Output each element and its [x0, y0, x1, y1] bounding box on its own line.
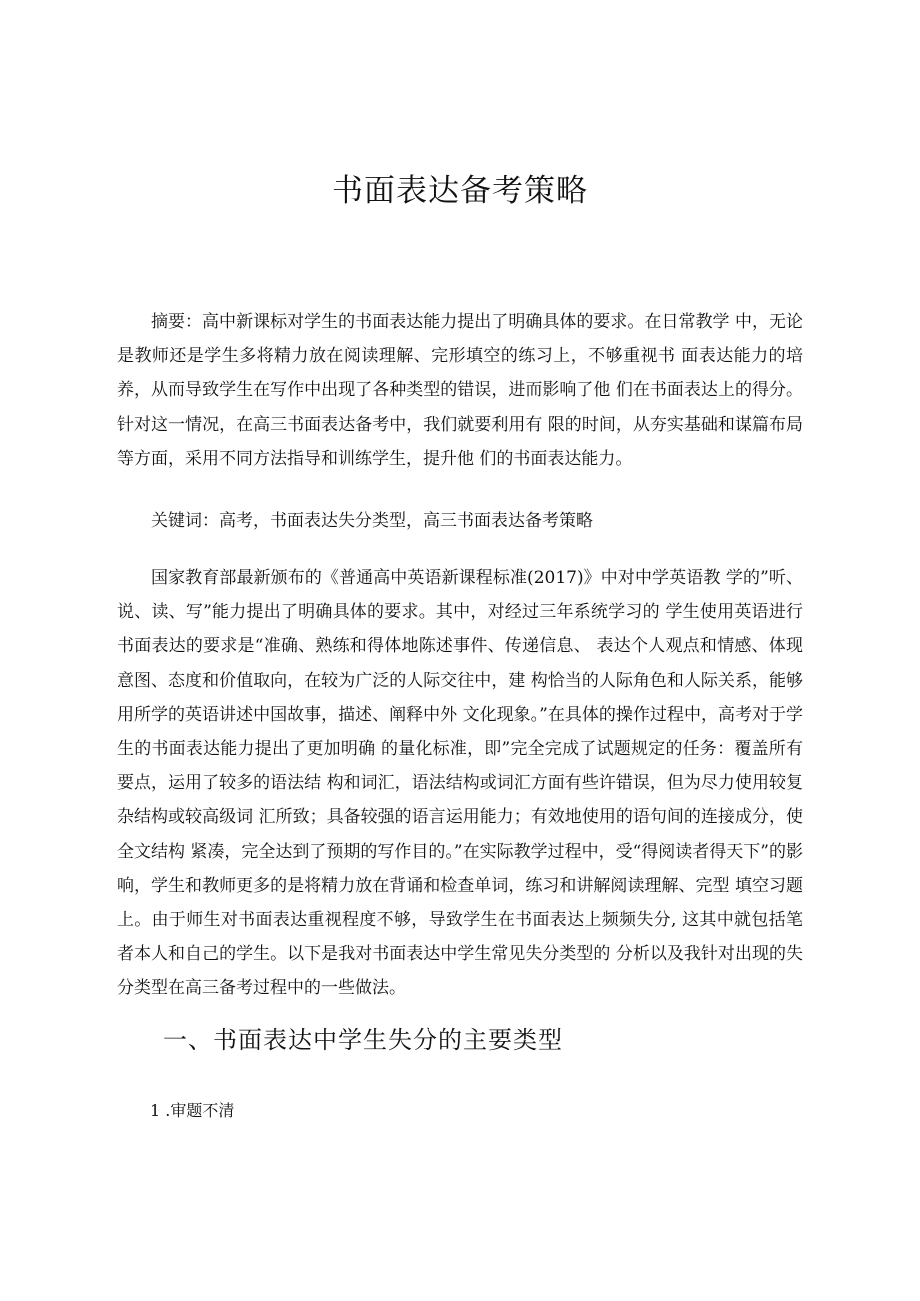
abstract-paragraph: 摘要：高中新课标对学生的书面表达能力提出了明确具体的要求。在日常教学 中，无论是教师还是学生多将精力放在阅读理解、完形填空的练习上，不够重视书 面表达能力的培养，从而导致学生在写作中出现了各种类型的错误，进而影响了他 们在书面表达上的得分。针对这一情况，在高三书面表达备考中，我们就要利用有 限的时间，从夯实基础和谋篇布局等方面，采用不同方法指导和训练学生，提升他 们的书面表达能力。 — [117, 312, 803, 469]
document-title: 书面表达备考策略 — [332, 173, 588, 209]
keywords-paragraph: 关键词：高考，书面表达失分类型，高三书面表达备考策略 — [151, 511, 593, 531]
section-heading: 一、书面表达中学生失分的主要类型 — [163, 1026, 563, 1054]
sub-heading: 1 .审题不清 — [150, 1101, 235, 1120]
body-paragraph: 国家教育部最新颁布的《普通高中英语新课程标准(2017)》中对中学英语教 学的”听、说、读、写”能力提出了明确具体的要求。其中，对经过三年系统学习的 学生使用英语进行书面表达的要求是“准确、熟练和得体地陈述事件、传递信息、 表达个人观点和情感、体现意图、态度和价值取向，在较为广泛的人际交往中，建 构恰当的人际角色和人际关系，能够用所学的英语讲述中国故事，描述、阐释中外 文化现象。”在具体的操作过程中，高考对于学生的书面表达能力提出了更加明确 的量化标准，即”完全完成了试题规定的任务：覆盖所有要点，运用了较多的语法结 构和词汇，语法结构或词汇方面有些许错误，但为尽力使用较复杂结构或较高级词 汇所致；具备较强的语言运用能力；有效地使用的语句间的连接成分，使全文结构 紧凑，完全达到了预期的写作目的。”在实际教学过程中，受“得阅读者得天下”的影 响，学生和教师更多的是将精力放在背诵和检查单词，练习和讲解阅读理解、完型 填空习题上。由于师生对书面表达重视程度不够，导致学生在书面表达上频频失分, 这其中就包括笔者本人和自己的学生。以下是我对书面表达中学生常见失分类型的 分析以及我针对出现的失分类型在高三备考过程中的一些做法。 — [117, 568, 803, 999]
